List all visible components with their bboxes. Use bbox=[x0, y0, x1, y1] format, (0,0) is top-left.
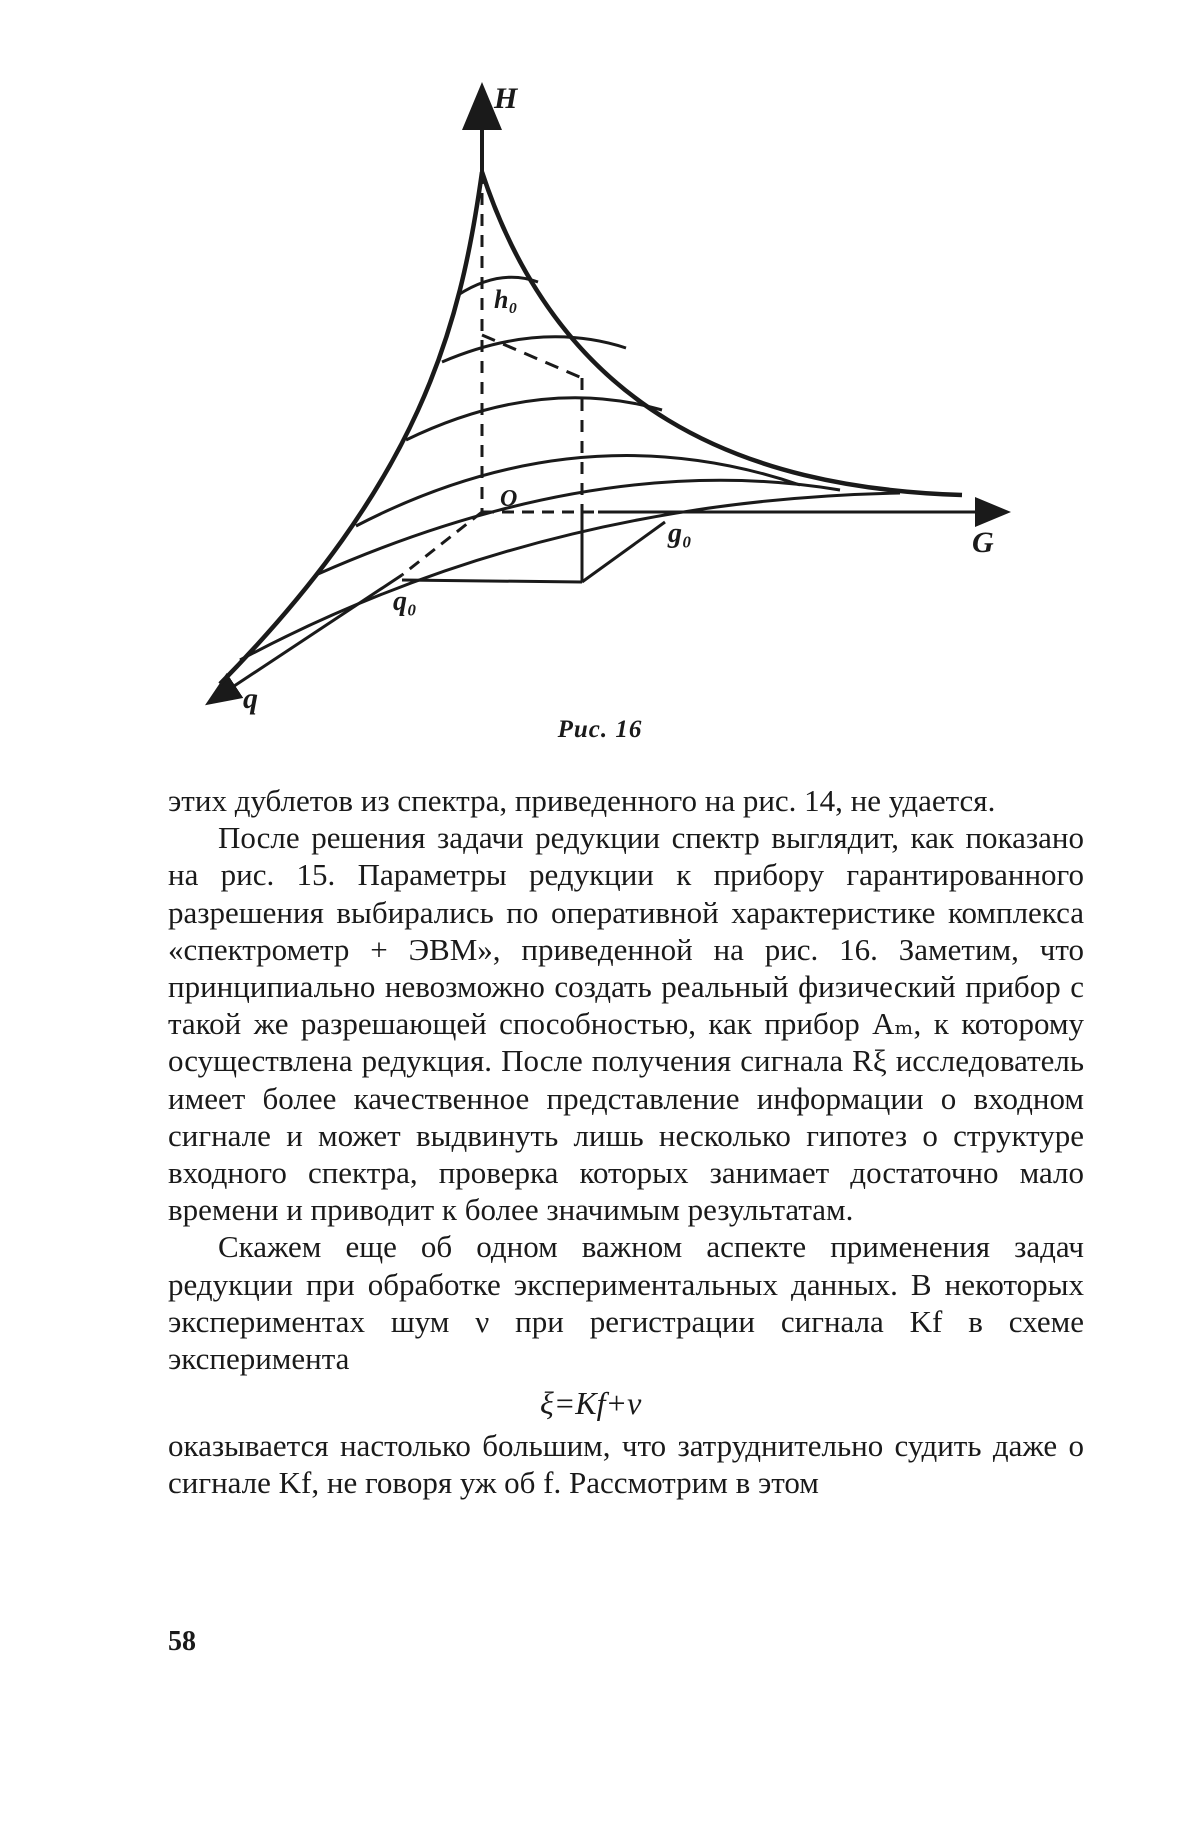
base-line-to-g0 bbox=[582, 522, 665, 582]
q0-label: q₀ bbox=[393, 586, 417, 617]
surface-diagram bbox=[0, 0, 1200, 780]
level-curve-5 bbox=[318, 480, 840, 574]
surface-edge-g bbox=[482, 172, 962, 495]
level-curve-3 bbox=[406, 398, 662, 440]
page-number: 58 bbox=[168, 1626, 196, 1657]
body-text bbox=[168, 782, 1084, 1502]
paragraph-1: этих дублетов из спектра, приведенного на рис. 14, не удается. bbox=[168, 783, 996, 818]
g0-label: g₀ bbox=[668, 518, 692, 549]
q-axis-label: q bbox=[243, 682, 258, 715]
level-curve-4 bbox=[356, 456, 800, 526]
h0-dashed-diagonal bbox=[482, 335, 582, 378]
q-axis-dashed bbox=[402, 512, 482, 575]
h0-label: h₀ bbox=[494, 285, 518, 314]
formula: ξ=Kf+ν bbox=[540, 1385, 642, 1422]
base-line-to-q0 bbox=[402, 580, 582, 582]
level-curve-6 bbox=[240, 493, 900, 660]
paragraph-3: Скажем еще об одном важном аспекте применения задач редукции при обработке экспериментальных данных. В некоторых экспериментах шум ν при регистрации сигнала Kf в схеме эксперимента bbox=[168, 1229, 1084, 1377]
paragraph-4: оказывается настолько большим, что затруднительно судить даже о сигнале Kf, не говоря уж об f. Рассмотрим в этом bbox=[168, 1428, 1084, 1501]
paragraph-2: После решения задачи редукции спектр выглядит, как показано на рис. 15. Параметры редукции к прибору гарантированного разрешения выбирались по оперативной характеристике комплекса «спектрометр + ЭВМ», приведенной на рис. 16. Заметим, что принципиально невозможно создать реальный физический прибор с такой же разрешающей способностью, как прибор Aₘ, к которому осуществлена редукция. После получения сигнала Rξ исследователь имеет более качественное представление информации о входном сигнале и может выдвинуть лишь несколько гипотез о структуре входного спектра, проверка которых занимает достаточно мало времени и приводит к более значимым результатам. bbox=[168, 820, 1084, 1228]
h-axis-label: H bbox=[494, 82, 518, 115]
g-axis-label: G bbox=[972, 526, 994, 559]
q-axis-line bbox=[210, 575, 402, 702]
figure-16 bbox=[0, 0, 1200, 780]
origin-label: O bbox=[500, 486, 518, 512]
figure-caption: Рис. 16 bbox=[557, 716, 643, 743]
